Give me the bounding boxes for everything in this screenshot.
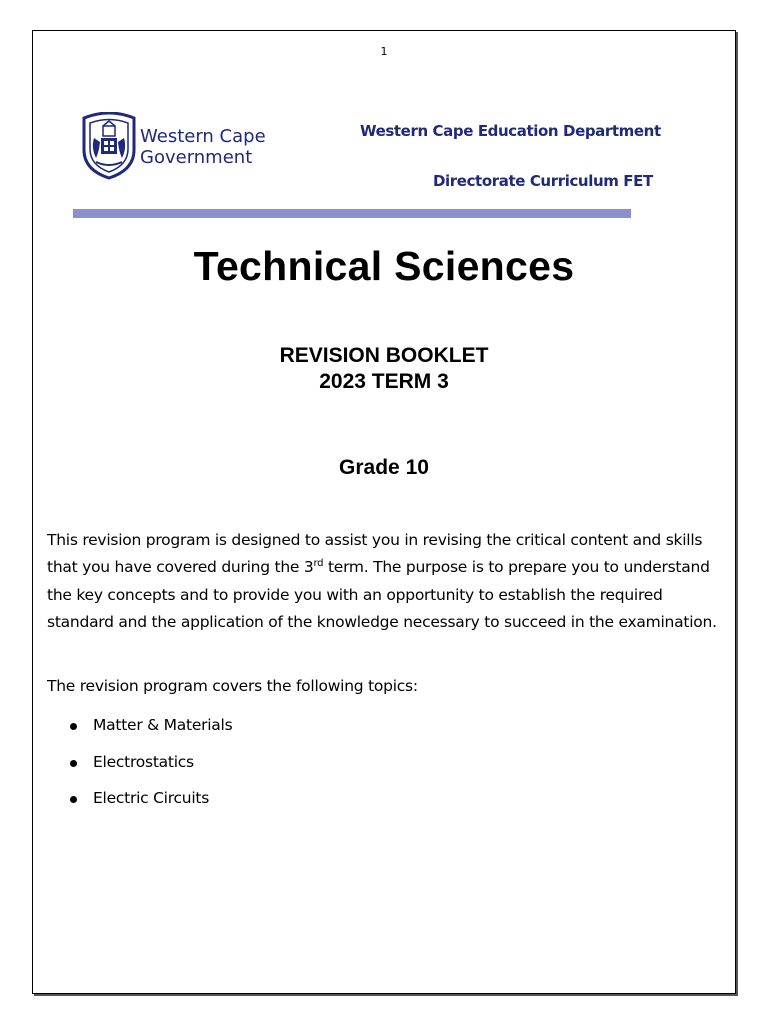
page-number: 1 [380, 45, 388, 58]
list-item [70, 789, 232, 826]
intro-text-end: term. The purpose is to prepare you to understand the key concepts and to provide you with an opportunity to establish the required standard and the application of the knowledge necessary to succeed in the examination. [47, 558, 717, 631]
topic-label: Electrostatics [93, 752, 194, 771]
intro-superscript: rd [313, 558, 324, 570]
document-subtitle [0, 343, 768, 395]
topic-list [70, 716, 232, 826]
subtitle-line-1: REVISION BOOKLET [279, 344, 489, 367]
bullet-icon [70, 796, 77, 803]
bullet-icon [70, 760, 77, 767]
topics-lead: The revision program covers the following topics: [47, 677, 418, 695]
grade-label: Grade 10 [339, 456, 429, 479]
document-title: Technical Sciences [193, 243, 575, 289]
department-title: Western Cape Education Department [360, 122, 661, 140]
subtitle-line-2: 2023 TERM 3 [319, 370, 449, 393]
page-border-shadow [34, 994, 738, 996]
logo-line-1: Western Cape [140, 126, 266, 147]
intro-paragraph [47, 527, 727, 636]
coat-of-arms-icon [78, 112, 140, 180]
header-divider [73, 209, 631, 218]
logo-wordmark [140, 126, 266, 168]
topic-label: Electric Circuits [93, 789, 210, 807]
list-item [70, 753, 232, 790]
list-item [70, 716, 232, 753]
intro-text-start: This revision program is designed to assist you in revising the critical content and skills that you have covered during the 3 [47, 531, 703, 577]
page-border-shadow-right [736, 32, 738, 996]
bullet-icon [70, 723, 77, 730]
topic-label: Matter & Materials [93, 716, 233, 734]
directorate-title: Directorate Curriculum FET [433, 172, 653, 190]
logo-line-2: Government [140, 147, 253, 168]
